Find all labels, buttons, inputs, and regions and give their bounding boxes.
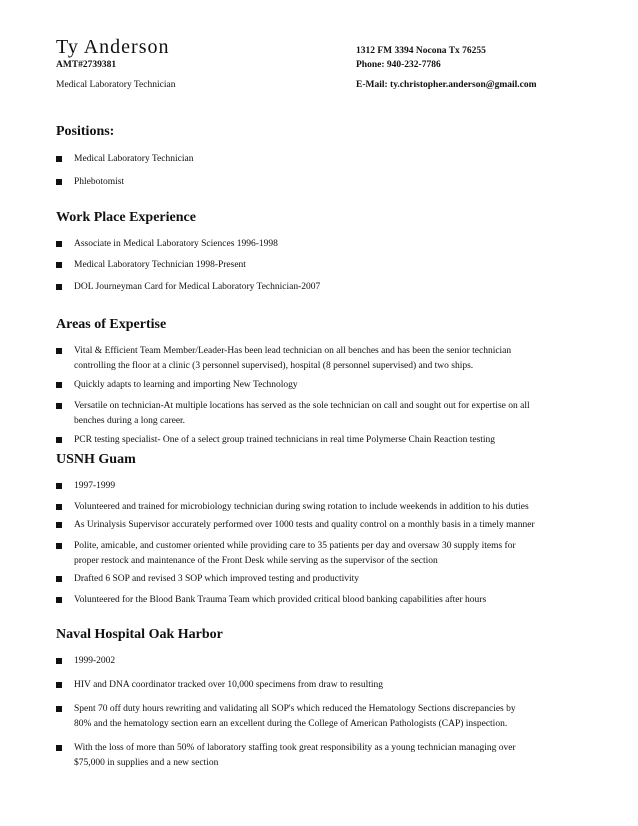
bullet-icon <box>56 576 62 582</box>
amt-number: AMT#2739381 <box>56 60 117 70</box>
address: 1312 FM 3394 Nocona Tx 76255 <box>356 46 486 56</box>
bullet-icon <box>56 403 62 409</box>
bullet-icon <box>56 706 62 712</box>
job-title: Medical Laboratory Technician <box>56 80 176 90</box>
bullet-icon <box>56 504 62 510</box>
bullet-icon <box>56 179 62 185</box>
expertise-heading: Areas of Expertise <box>56 317 167 332</box>
guam-heading: USNH Guam <box>56 452 136 467</box>
bullet-icon <box>56 522 62 528</box>
phone: Phone: 940-232-7786 <box>356 60 441 70</box>
bullet-icon <box>56 156 62 162</box>
bullet-icon <box>56 658 62 664</box>
bullet-icon <box>56 284 62 290</box>
bullet-icon <box>56 682 62 688</box>
resume-header <box>56 36 598 100</box>
bullet-icon <box>56 348 62 354</box>
bullet-icon <box>56 597 62 603</box>
bullet-icon <box>56 382 62 388</box>
bullet-icon <box>56 745 62 751</box>
bullet-icon <box>56 483 62 489</box>
oak-harbor-heading: Naval Hospital Oak Harbor <box>56 627 223 642</box>
work-heading: Work Place Experience <box>56 210 196 225</box>
bullet-icon <box>56 241 62 247</box>
bullet-icon <box>56 437 62 443</box>
positions-heading: Positions: <box>56 124 115 139</box>
email: E-Mail: ty.christopher.anderson@gmail.com <box>356 80 537 90</box>
candidate-name: Ty Anderson <box>56 36 170 58</box>
bullet-icon <box>56 262 62 268</box>
bullet-icon <box>56 543 62 549</box>
